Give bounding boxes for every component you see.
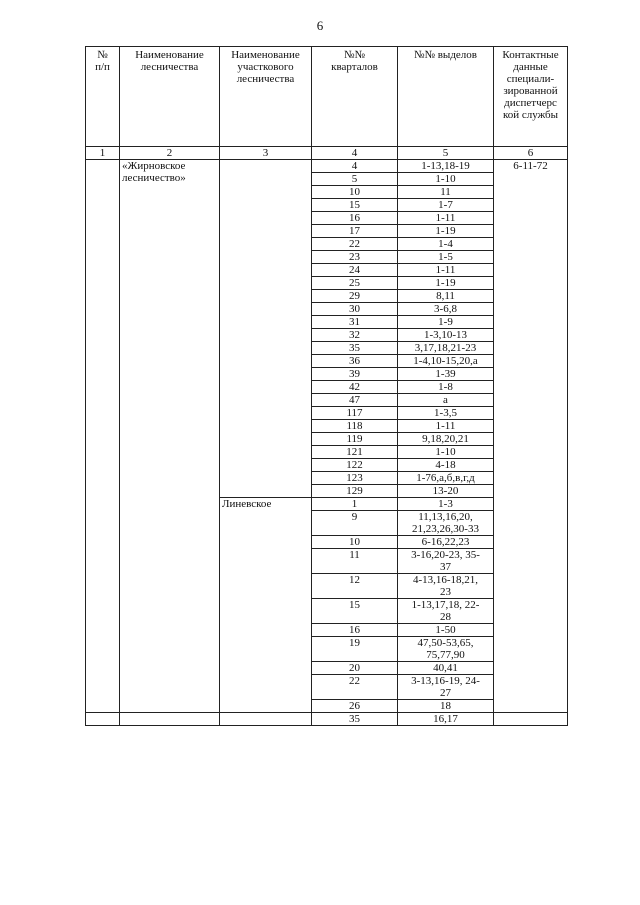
- column-number: 6: [494, 147, 568, 160]
- forestry-name: «Жирновское лесничество»: [120, 160, 220, 713]
- quarter-cell: 32: [312, 329, 398, 342]
- header-row: [86, 47, 568, 147]
- quarter-cell: 12: [312, 574, 398, 599]
- header-number: № п/п: [86, 47, 120, 147]
- plots-cell: 3-13,16-19, 24- 27: [398, 675, 494, 700]
- plots-cell: 11,13,16,20, 21,23,26,30-33: [398, 511, 494, 536]
- column-number: 4: [312, 147, 398, 160]
- plots-cell: 18: [398, 700, 494, 713]
- quarter-cell: 29: [312, 290, 398, 303]
- quarter-cell: 24: [312, 264, 398, 277]
- plots-cell: 3-6,8: [398, 303, 494, 316]
- quarter-cell: 31: [312, 316, 398, 329]
- column-numbers-row: [86, 147, 568, 160]
- quarter-cell: 15: [312, 599, 398, 624]
- plots-cell: 13-20: [398, 485, 494, 498]
- quarter-cell: 117: [312, 407, 398, 420]
- plots-cell: 3-16,20-23, 35- 37: [398, 549, 494, 574]
- column-number: 5: [398, 147, 494, 160]
- quarter-cell: 35: [312, 713, 398, 726]
- quarter-cell: 16: [312, 212, 398, 225]
- plots-cell: 1-3,5: [398, 407, 494, 420]
- contact-phone: 6-11-72: [494, 160, 568, 713]
- district-name: [220, 160, 312, 498]
- quarter-cell: 35: [312, 342, 398, 355]
- plots-cell: 8,11: [398, 290, 494, 303]
- quarter-cell: 25: [312, 277, 398, 290]
- quarter-cell: 10: [312, 536, 398, 549]
- quarter-cell: 121: [312, 446, 398, 459]
- header-plots: №№ выделов: [398, 47, 494, 147]
- column-number: 3: [220, 147, 312, 160]
- header-forestry: Наименование лесничества: [120, 47, 220, 147]
- plots-cell: 40,41: [398, 662, 494, 675]
- plots-cell: 1-39: [398, 368, 494, 381]
- quarter-cell: 10: [312, 186, 398, 199]
- plots-cell: 4-18: [398, 459, 494, 472]
- quarter-cell: 4: [312, 160, 398, 173]
- quarter-cell: 42: [312, 381, 398, 394]
- quarter-cell: 19: [312, 637, 398, 662]
- page-number: 6: [316, 18, 324, 33]
- district-cell: [220, 713, 312, 726]
- quarter-cell: 16: [312, 624, 398, 637]
- plots-cell: 1-19: [398, 225, 494, 238]
- plots-cell: 9,18,20,21: [398, 433, 494, 446]
- plots-cell: 1-76,а,б,в,г,д: [398, 472, 494, 485]
- quarter-cell: 47: [312, 394, 398, 407]
- plots-cell: 3,17,18,21-23: [398, 342, 494, 355]
- plots-cell: 1-3,10-13: [398, 329, 494, 342]
- quarter-cell: 22: [312, 675, 398, 700]
- quarter-cell: 118: [312, 420, 398, 433]
- quarter-cell: 1: [312, 498, 398, 511]
- quarter-cell: 123: [312, 472, 398, 485]
- district-name: Линевское: [220, 498, 312, 713]
- plots-cell: 47,50-53,65, 75,77,90: [398, 637, 494, 662]
- header-contacts: Контактные данные специали- зированной диспетчерс кой службы: [494, 47, 568, 147]
- quarter-cell: 129: [312, 485, 398, 498]
- plots-cell: 1-11: [398, 212, 494, 225]
- plots-cell: 1-11: [398, 420, 494, 433]
- plots-cell: 11: [398, 186, 494, 199]
- plots-cell: 1-4: [398, 238, 494, 251]
- contact-cell: [494, 713, 568, 726]
- row-number-cell: [86, 160, 120, 713]
- quarter-cell: 119: [312, 433, 398, 446]
- forest-districts-table: [85, 46, 568, 726]
- plots-cell: 1-7: [398, 199, 494, 212]
- header-district: Наименование участкового лесничества: [220, 47, 312, 147]
- plots-cell: 1-11: [398, 264, 494, 277]
- plots-cell: 1-4,10-15,20,а: [398, 355, 494, 368]
- table-row: [86, 160, 568, 173]
- plots-cell: 1-10: [398, 173, 494, 186]
- quarter-cell: 5: [312, 173, 398, 186]
- plots-cell: 1-3: [398, 498, 494, 511]
- column-number: 1: [86, 147, 120, 160]
- quarter-cell: 26: [312, 700, 398, 713]
- plots-cell: 16,17: [398, 713, 494, 726]
- quarter-cell: 23: [312, 251, 398, 264]
- plots-cell: 1-50: [398, 624, 494, 637]
- table-row: [86, 713, 568, 726]
- plots-cell: 1-8: [398, 381, 494, 394]
- plots-cell: 4-13,16-18,21, 23: [398, 574, 494, 599]
- plots-cell: 6-16,22,23: [398, 536, 494, 549]
- plots-cell: 1-9: [398, 316, 494, 329]
- plots-cell: 1-10: [398, 446, 494, 459]
- plots-cell: 1-13,17,18, 22- 28: [398, 599, 494, 624]
- header-quarters: №№ кварталов: [312, 47, 398, 147]
- plots-cell: 1-19: [398, 277, 494, 290]
- quarter-cell: 22: [312, 238, 398, 251]
- quarter-cell: 11: [312, 549, 398, 574]
- column-number: 2: [120, 147, 220, 160]
- quarter-cell: 17: [312, 225, 398, 238]
- quarter-cell: 39: [312, 368, 398, 381]
- plots-cell: 1-13,18-19: [398, 160, 494, 173]
- row-number-cell: [86, 713, 120, 726]
- plots-cell: а: [398, 394, 494, 407]
- quarter-cell: 122: [312, 459, 398, 472]
- forestry-cell: [120, 713, 220, 726]
- quarter-cell: 36: [312, 355, 398, 368]
- quarter-cell: 30: [312, 303, 398, 316]
- quarter-cell: 20: [312, 662, 398, 675]
- plots-cell: 1-5: [398, 251, 494, 264]
- quarter-cell: 9: [312, 511, 398, 536]
- quarter-cell: 15: [312, 199, 398, 212]
